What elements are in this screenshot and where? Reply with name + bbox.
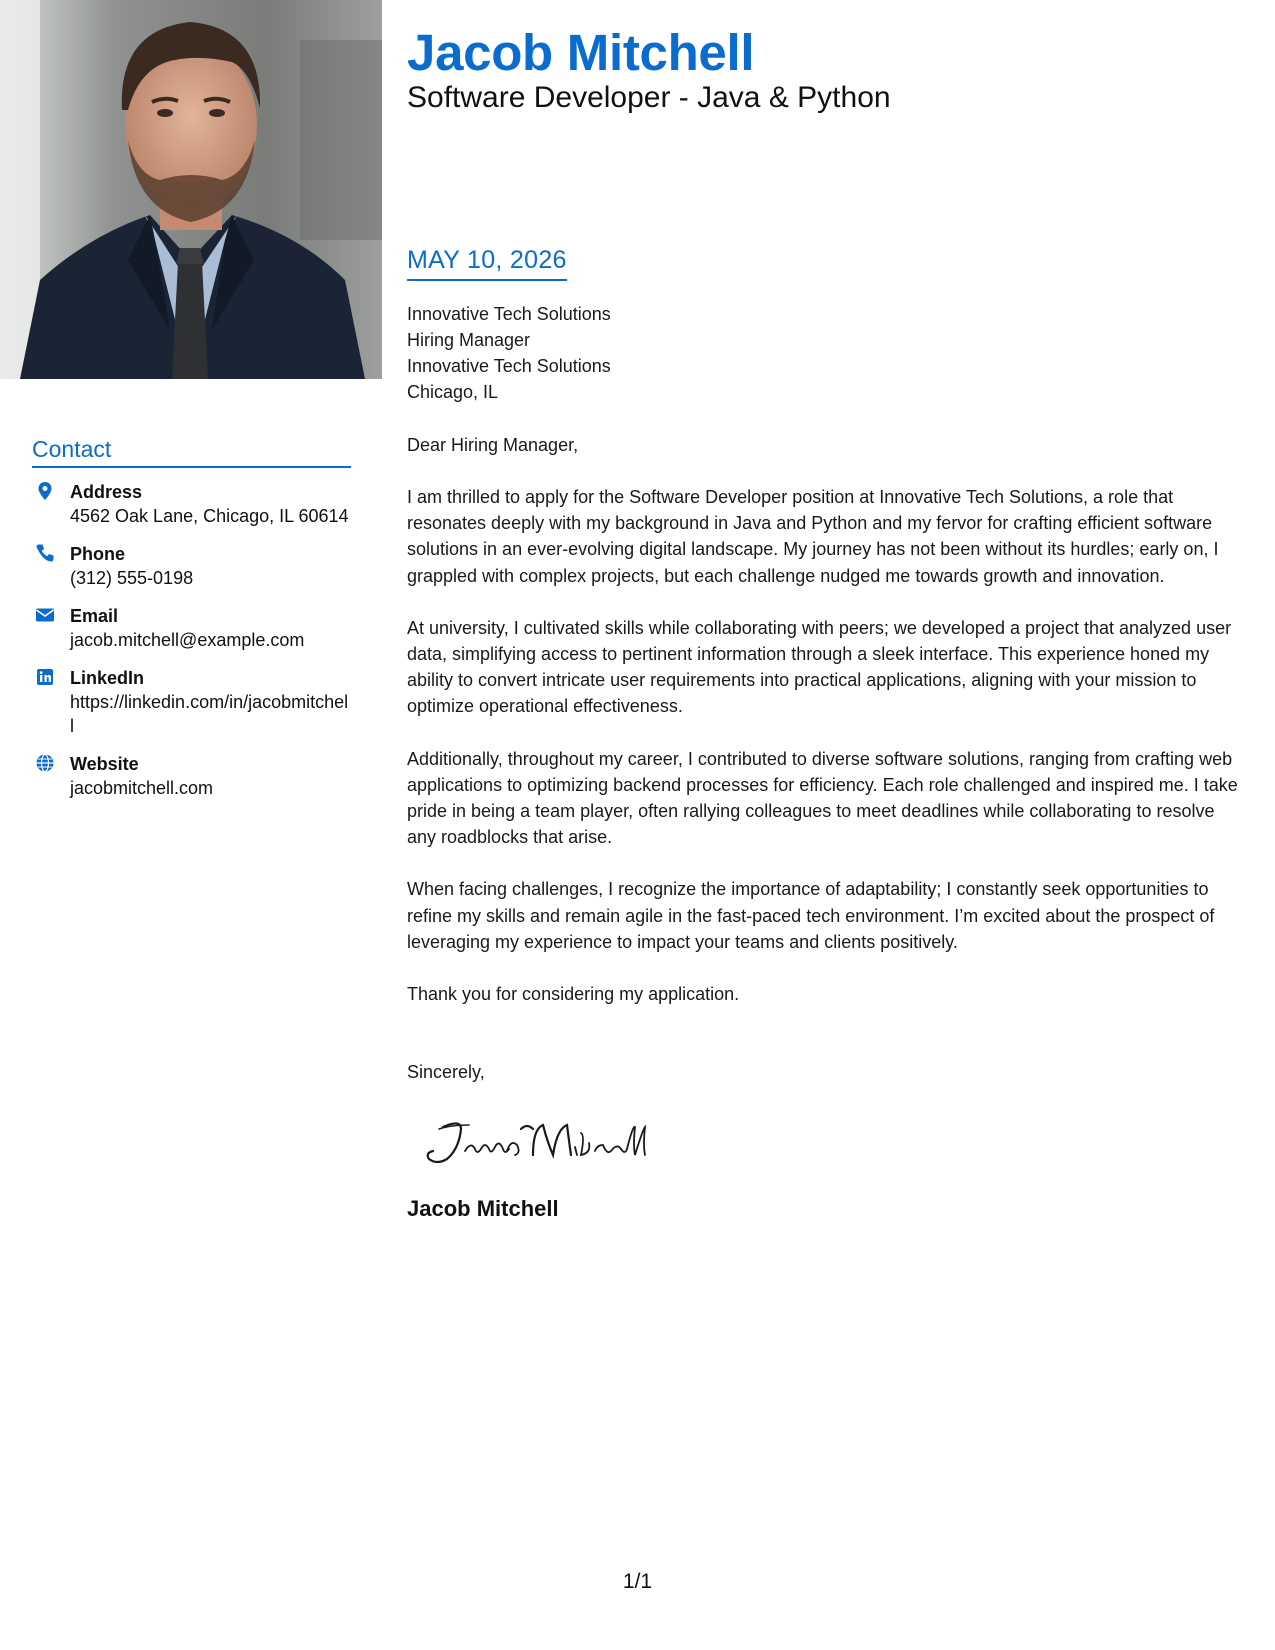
contact-website: [32, 752, 351, 800]
recipient-block: [407, 301, 1247, 405]
contact-address: [32, 480, 351, 528]
signature: [421, 1115, 661, 1171]
recipient-line: Chicago, IL: [407, 382, 499, 402]
linkedin-icon: [35, 667, 55, 687]
address-value: 4562 Oak Lane, Chicago, IL 60614: [70, 506, 349, 526]
paragraph: Additionally, throughout my career, I contributed to diverse software solutions, ranging from crafting web applications to optimizing backend processes for efficiency. Each role challenged and inspired me. I take pride in being a team player, often rallying colleagues to meet deadlines while collaborating to resolve any roadblocks that arise.: [407, 748, 1238, 848]
website-value[interactable]: jacobmitchell.com: [70, 778, 214, 798]
paragraph: At university, I cultivated skills while collaborating with peers; we developed a project that analyzed user data, simplifying access to pertinent information through a sleek interface. This experience honed my ability to convert intricate user requirements into practical applications, aligning with your mission to optimize operational effectiveness.: [407, 617, 1232, 717]
contact-linkedin: [32, 666, 351, 738]
paragraph: When facing challenges, I recognize the importance of adaptability; I constantly seek opportunities to refine my skills and remain agile in the fast-paced tech environment. I’m excited about the prospect of leveraging my experience to impact your teams and clients positively.: [407, 879, 1215, 952]
address-label: Address: [70, 482, 143, 502]
paragraph: Thank you for considering my application.: [407, 984, 740, 1005]
letter-body: [407, 246, 1247, 1222]
email-icon: [35, 605, 55, 625]
contact-email: [32, 604, 351, 652]
closing: Sincerely,: [407, 1062, 485, 1083]
email-value[interactable]: jacob.mitchell@example.com: [70, 630, 305, 650]
recipient-line: Innovative Tech Solutions: [407, 304, 611, 324]
phone-label: Phone: [70, 544, 126, 564]
linkedin-value[interactable]: https://linkedin.com/in/jacobmitchell: [70, 692, 349, 736]
signer-name: Jacob Mitchell: [407, 1196, 559, 1222]
recipient-line: Hiring Manager: [407, 330, 531, 350]
recipient-line: Innovative Tech Solutions: [407, 356, 611, 376]
paragraph: I am thrilled to apply for the Software Developer position at Innovative Tech Solutions, a role that resonates deeply with my background in Java and Python and my fervor for crafting efficient software solutions in an ever-evolving digital landscape. My journey has not been without its hurdles; early on, I grappled with complex projects, but each challenge nudged me towards growth and innovation.: [407, 487, 1219, 586]
applicant-name: Jacob Mitchell: [407, 24, 755, 81]
globe-icon: [35, 753, 55, 773]
map-pin-icon: [35, 481, 55, 501]
page-number: 1/1: [622, 1570, 653, 1593]
linkedin-label: LinkedIn: [70, 668, 145, 688]
phone-value: (312) 555-0198: [70, 568, 194, 588]
contact-heading: Contact: [32, 436, 351, 468]
applicant-title: Software Developer - Java & Python: [407, 81, 891, 114]
email-label: Email: [70, 606, 119, 626]
letter-date: MAY 10, 2026: [407, 246, 567, 281]
contact-sidebar: [32, 436, 351, 814]
salutation: Dear Hiring Manager,: [407, 435, 579, 455]
profile-photo: [0, 0, 382, 379]
phone-icon: [35, 543, 55, 563]
header: [407, 22, 1247, 116]
contact-phone: [32, 542, 351, 590]
website-label: Website: [70, 754, 139, 774]
